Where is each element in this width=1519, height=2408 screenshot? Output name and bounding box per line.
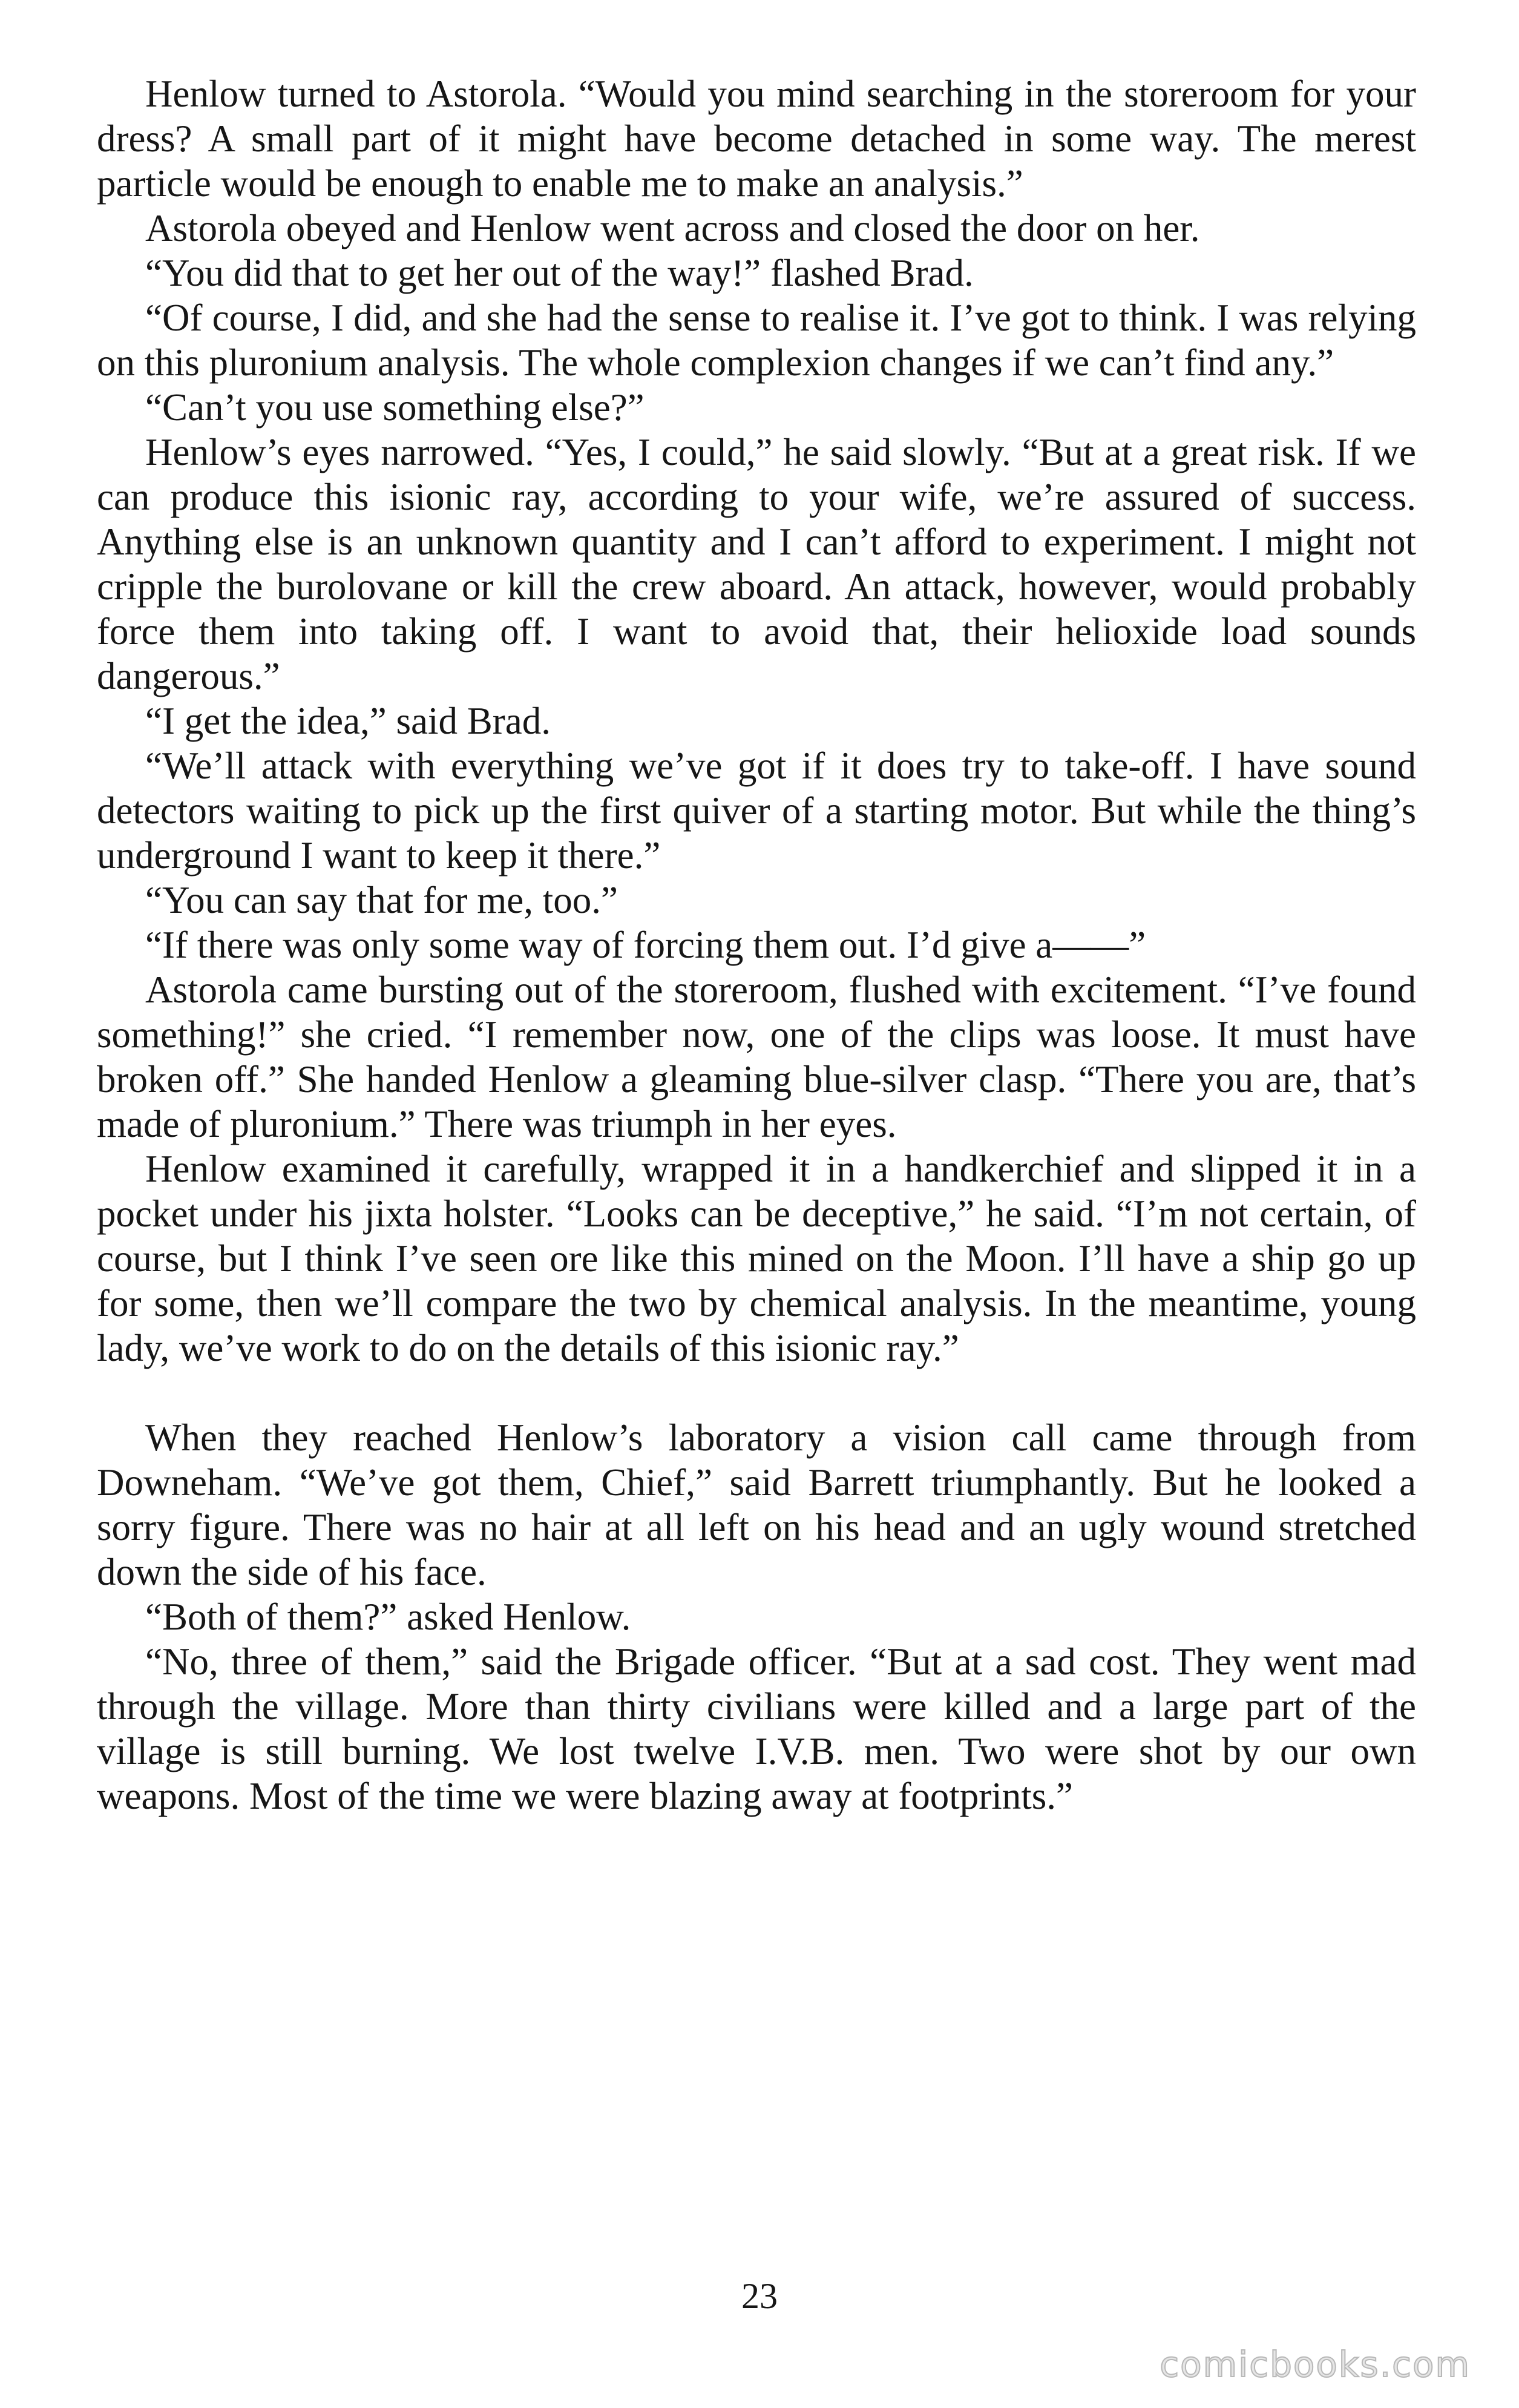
paragraph: “You did that to get her out of the way!” flashed Brad. [145,252,974,294]
paragraph: “Of course, I did, and she had the sense to realise it. I’ve got to think. I was relying on this pluronium analysis. The whole complexion changes if we can’t find any.” [97,297,1416,384]
paragraph: Astorola came bursting out of the storeroom, flushed with excitement. “I’ve found something!” she cried. “I remember now, one of the clips was loose. It must have broken off.” She handed Henlow a gleaming blue-silver clasp. “There you are, that’s made of pluronium.” There was triumph in her eyes. [97,969,1416,1145]
page-number: 23 [741,2276,778,2316]
paragraph: “Can’t you use something else?” [145,386,645,429]
watermark: comicbooks.com [1160,2344,1471,2385]
paragraph: Henlow’s eyes narrowed. “Yes, I could,” he said slowly. “But at a great risk. If we can produce this isionic ray, according to your wife, we’re assured of success. Anything else is an unknown quantity and I can’t afford to experiment. I might not cripple the burolovane or kill the crew aboard. An attack, however, would probably force them into taking off. I want to avoid that, their helioxide load sounds dangerous.” [97,431,1416,697]
paragraph: Henlow turned to Astorola. “Would you mind searching in the storeroom for your dress? A small part of it might have become detached in some way. The merest particle would be enough to enable me to make an analysis.” [97,73,1416,205]
paragraph: “If there was only some way of forcing them out. I’d give a——” [145,924,1146,966]
paragraph: “We’ll attack with everything we’ve got if it does try to take-off. I have sound detectors waiting to pick up the first quiver of a starting motor. But while the thing’s underground I want to keep it there.” [97,745,1416,877]
paragraph: “No, three of them,” said the Brigade officer. “But at a sad cost. They went mad through the village. More than thirty civilians were killed and a large part of the village is still burning. We lost twelve I.V.B. men. Two were shot by our own weapons. Most of the time we were blazing away at footprints.” [97,1640,1416,1817]
paragraph: Henlow examined it carefully, wrapped it in a handkerchief and slipped it in a pocket under his jixta holster. “Looks can be deceptive,” he said. “I’m not certain, of course, but I think I’ve seen ore like this mined on the Moon. I’ll have a ship go up for some, then we’ll compare the two by chemical analysis. In the meantime, young lady, we’ve work to do on the details of this isionic ray.” [97,1148,1416,1369]
section-break [97,1370,1416,1415]
paragraph: When they reached Henlow’s laboratory a vision call came through from Downeham. “We’ve got them, Chief,” said Barrett triumphantly. But he looked a sorry figure. There was no hair at all left on his head and an ugly wound stretched down the side of his face. [97,1416,1416,1593]
paragraph: Astorola obeyed and Henlow went across and closed the door on her. [145,207,1200,249]
paragraph: “I get the idea,” said Brad. [145,700,551,742]
story-text [97,71,1416,1818]
paragraph: “Both of them?” asked Henlow. [145,1596,631,1638]
paragraph: “You can say that for me, too.” [145,879,618,921]
